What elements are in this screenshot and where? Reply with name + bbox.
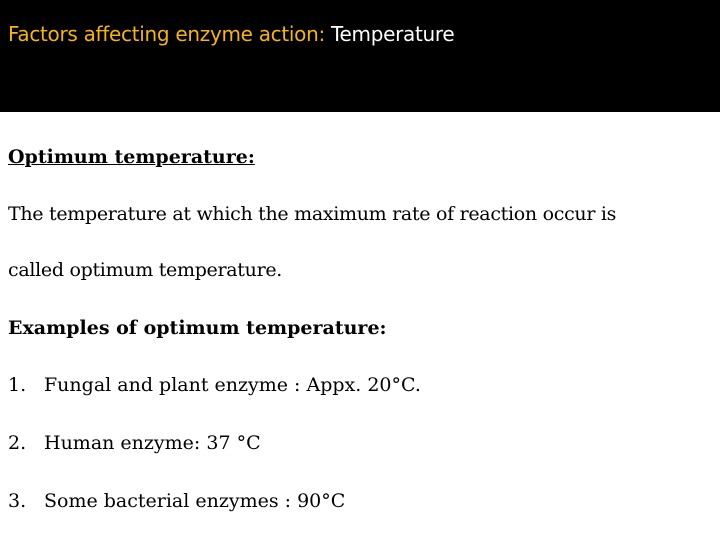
definition-line-1: The temperature at which the maximum rate of reaction occur is: [8, 203, 617, 225]
title-topic: Temperature: [331, 22, 455, 46]
slide-title: [8, 22, 454, 46]
list-number: 1.: [8, 374, 27, 396]
list-text: Fungal and plant enzyme : Appx. 20°C.: [44, 374, 421, 396]
list-item: [8, 374, 421, 396]
list-item: [8, 490, 345, 512]
list-text: Human enzyme: 37 °C: [44, 432, 261, 454]
title-prefix: Factors affecting enzyme action:: [8, 22, 325, 46]
list-number: 2.: [8, 432, 27, 454]
list-text: Some bacterial enzymes : 90°C: [44, 490, 346, 512]
list-item: [8, 432, 261, 454]
examples-heading: Examples of optimum temperature:: [8, 317, 387, 339]
title-bar: [0, 0, 720, 112]
definition-line-2: called optimum temperature.: [8, 259, 283, 281]
list-number: 3.: [8, 490, 27, 512]
optimum-heading: Optimum temperature:: [8, 146, 255, 168]
